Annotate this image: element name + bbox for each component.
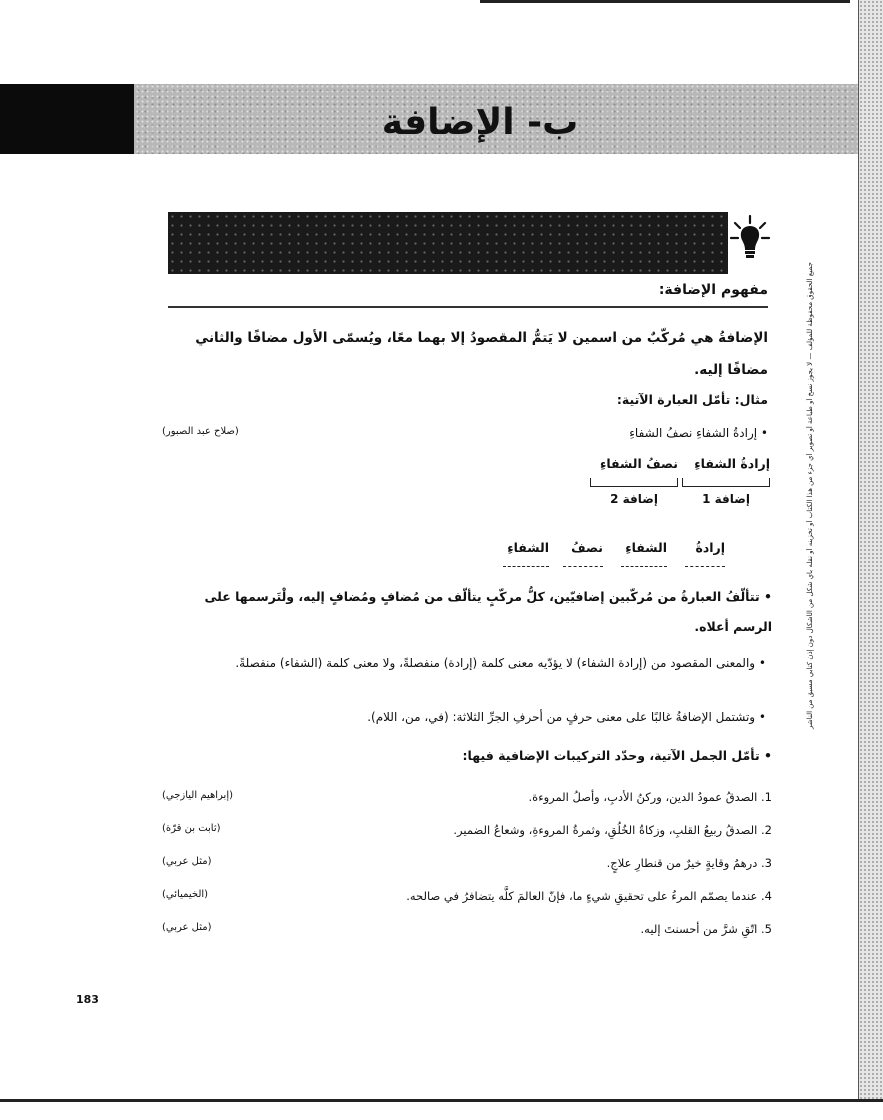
definition-line-1: الإضافةُ هي مُركّبٌ من اسمين لا يَتمُّ المقصودُ إلا بهما معًا، ويُسمّى الأول مضافًا والثاني — [195, 330, 768, 346]
diagram-phrase-2: نصفُ الشفاءِ — [599, 456, 678, 471]
item-source: (إبراهيم اليازجي) — [162, 790, 234, 801]
list-item — [162, 889, 772, 911]
definition-line-2: مضافًا إليه. — [694, 362, 768, 378]
breakdown-blank-3 — [563, 566, 603, 567]
diagram-label-1: إضافة 1 — [702, 492, 750, 506]
item-source: (الخيميائي) — [162, 889, 209, 900]
item-number: 3. — [761, 856, 772, 870]
diagram-label-2: إضافة 2 — [610, 492, 658, 506]
list-item — [162, 922, 772, 944]
breakdown-blank-2 — [621, 566, 667, 567]
breakdown-word-3: نصفُ — [571, 540, 603, 555]
bullet-point-1: • تتألّفُ العبارةُ من مُركّبين إضافيّين، كلُّ مركّبٍ يتألّف من مُضافٍ ومُضافٍ إليه، ولْتَرسمها على الرسم أعلاه. — [204, 589, 772, 634]
list-item — [162, 790, 772, 812]
item-source: (ثابت بن قرّة) — [162, 823, 221, 834]
concept-banner — [168, 212, 728, 274]
right-border-strip — [858, 0, 883, 1100]
bottom-rule — [0, 1099, 883, 1102]
item-source: (مثل عربي) — [162, 856, 212, 867]
item-text: الصدقُ عمودُ الدين، وركنُ الأدبِ، وأصلُ المروءة. — [528, 790, 758, 804]
bullet-point-3: • وتشتمل الإضافةُ غالبًا على معنى حرفٍ من أحرفِ الجرِّ الثلاثة: (في، من، اللام). — [367, 710, 766, 724]
breakdown-word-1: إرادةُ — [695, 540, 725, 555]
section-heading: مفهوم الإضافة: — [658, 282, 768, 298]
page-number: 183 — [76, 993, 99, 1006]
breakdown-blank-4 — [503, 566, 549, 567]
item-text: الصدقُ ربيعُ القلبِ، وزكاةُ الخُلُقِ، وثمرةُ المروءةِ، وشعاعُ الضمير. — [453, 823, 758, 837]
item-number: 5. — [761, 922, 772, 936]
item-number: 2. — [761, 823, 772, 837]
item-source: (مثل عربي) — [162, 922, 212, 933]
item-text: اتّقِ شرَّ من أحسنتَ إليه. — [640, 922, 758, 936]
breakdown-word-2: الشفاءِ — [625, 540, 667, 555]
list-item — [162, 823, 772, 845]
lightbulb-icon — [730, 214, 770, 264]
diagram-phrase-1: إرادةُ الشفاءِ — [694, 456, 770, 471]
quote-source: (صلاح عبد الصبور) — [162, 426, 239, 437]
list-item — [162, 856, 772, 878]
breakdown-blank-1 — [685, 566, 725, 567]
item-text: عندما يصمّم المرءُ على تحقيقِ شيءٍ ما، فإنّ العالمَ كلَّه يتضافرُ في صالحه. — [406, 889, 758, 903]
item-text: درهمُ وقايةٍ خيرٌ من قنطارِ علاجٍ. — [606, 856, 758, 870]
top-rule — [480, 0, 850, 3]
breakdown-word-4: الشفاءِ — [507, 540, 549, 555]
word-breakdown — [485, 540, 725, 574]
page-title: ب- الإضافة — [381, 102, 579, 143]
example-quote: • إرادةُ الشفاءِ نصفُ الشفاءِ — [629, 426, 768, 440]
side-copyright-text: جميع الحقوق محفوظة للمؤلف — لا يجوز نسخ أو طباعة أو تصوير أي جزء من هذا الكتاب أو تخزينه أو نقله بأي شكل من الأشكال دون إذن كتابي مسبق من الناشر — [806, 262, 814, 729]
title-black-block — [0, 84, 134, 154]
exercise-intro: • تأمّل الجمل الآتية، وحدّد التركيبات الإضافية فيها: — [462, 748, 772, 763]
item-number: 4. — [761, 889, 772, 903]
bullet-point-2: • والمعنى المقصود من (إرادة الشفاء) لا يؤدّيه معنى كلمة (إرادة) منفصلةً، ولا معنى كلمة (الشفاء) منفصلةً. — [235, 656, 766, 670]
idafa-diagram — [520, 456, 770, 520]
item-number: 1. — [761, 790, 772, 804]
diagram-bracket-1 — [682, 478, 770, 487]
diagram-bracket-2 — [590, 478, 678, 487]
heading-rule — [168, 306, 768, 308]
example-intro: مثال: تأمّل العبارة الآتية: — [616, 392, 768, 407]
